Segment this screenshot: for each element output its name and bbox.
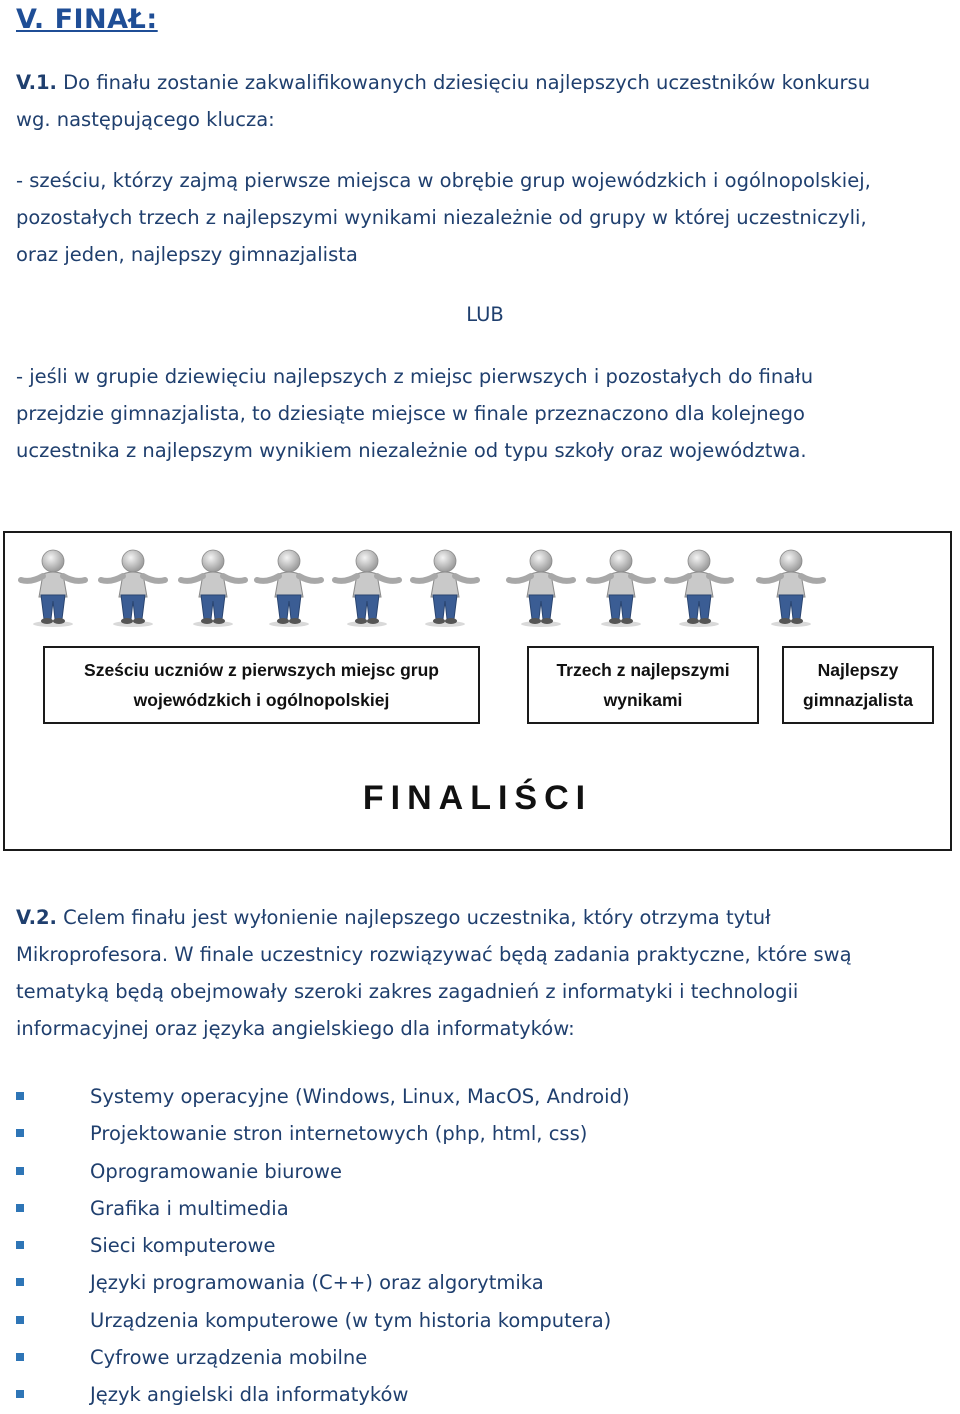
- category-2-line-1: Trzech z najlepszymi: [556, 660, 730, 680]
- option-1-paragraph: [16, 162, 955, 273]
- person-figure-icon: [331, 547, 403, 627]
- list-item: Grafika i multimedia: [16, 1190, 630, 1227]
- finalists-diagram: [3, 531, 952, 851]
- or-separator: LUB: [466, 303, 504, 326]
- option-1-line-3: oraz jeden, najlepszy gimnazjalista: [16, 243, 358, 266]
- v2-line-1: V.2. Celem finału jest wyłonienie najlepszego uczestnika, który otrzyma tytuł: [16, 906, 771, 929]
- option-1-line-2: pozostałych trzech z najlepszymi wynikami niezależnie od grupy w której uczestniczyli,: [16, 206, 867, 229]
- option-2-line-3: uczestnika z najlepszym wynikiem niezależnie od typu szkoły oraz województwa.: [16, 439, 807, 462]
- list-item: Oprogramowanie biurowe: [16, 1153, 630, 1190]
- v2-line-2: Mikroprofesora. W finale uczestnicy rozwiązywać będą zadania praktyczne, które swą: [16, 943, 852, 966]
- category-2-line-2: wynikami: [603, 690, 683, 710]
- category-3-line-1: Najlepszy: [817, 660, 899, 680]
- option-2-line-2: przejdzie gimnazjalista, to dziesiąte miejsce w finale przeznaczono dla kolejnego: [16, 402, 805, 425]
- category-box-top-scores: [527, 646, 759, 724]
- square-bullet-icon: [16, 1353, 24, 1361]
- person-figure-icon: [585, 547, 657, 627]
- option-2-line-1: - jeśli w grupie dziewięciu najlepszych z miejsc pierwszych i pozostałych do finału: [16, 365, 814, 388]
- square-bullet-icon: [16, 1278, 24, 1286]
- category-box-best-gymnasium: [782, 646, 934, 724]
- list-item: Cyfrowe urządzenia mobilne: [16, 1339, 630, 1376]
- v2-paragraph: [16, 899, 955, 1047]
- topics-list: [16, 1078, 630, 1414]
- v1-line-1: V.1. Do finału zostanie zakwalifikowanych dziesięciu najlepszych uczestników konkursu: [16, 71, 871, 94]
- category-3-line-2: gimnazjalista: [803, 690, 913, 710]
- square-bullet-icon: [16, 1092, 24, 1100]
- list-item: Sieci komputerowe: [16, 1227, 630, 1264]
- list-item: Projektowanie stron internetowych (php, html, css): [16, 1115, 630, 1152]
- square-bullet-icon: [16, 1390, 24, 1398]
- square-bullet-icon: [16, 1129, 24, 1137]
- person-figure-icon: [755, 547, 827, 627]
- finalists-label: FINALIŚCI: [362, 779, 593, 817]
- v1-label: V.1.: [16, 71, 57, 94]
- v2-line-4: informacyjnej oraz języka angielskiego dla informatyków:: [16, 1017, 575, 1040]
- person-figure-icon: [97, 547, 169, 627]
- v1-paragraph: [16, 64, 955, 138]
- list-item: Język angielski dla informatyków: [16, 1376, 630, 1413]
- person-figure-icon: [177, 547, 249, 627]
- category-1-line-1: Sześciu uczniów z pierwszych miejsc grup: [84, 660, 439, 680]
- square-bullet-icon: [16, 1241, 24, 1249]
- person-figure-icon: [253, 547, 325, 627]
- square-bullet-icon: [16, 1204, 24, 1212]
- person-figure-icon: [17, 547, 89, 627]
- list-item: Języki programowania (C++) oraz algorytmika: [16, 1264, 630, 1301]
- person-figure-icon: [663, 547, 735, 627]
- v2-label: V.2.: [16, 906, 57, 929]
- option-1-line-1: - sześciu, którzy zajmą pierwsze miejsca w obrębie grup wojewódzkich i ogólnopolskiej,: [16, 169, 871, 192]
- v1-line-2: wg. następującego klucza:: [16, 108, 275, 131]
- square-bullet-icon: [16, 1167, 24, 1175]
- v2-line-3: tematyką będą obejmowały szeroki zakres zagadnień z informatyki i technologii: [16, 980, 799, 1003]
- person-figure-icon: [409, 547, 481, 627]
- category-1-line-2: wojewódzkich i ogólnopolskiej: [133, 690, 390, 710]
- square-bullet-icon: [16, 1316, 24, 1324]
- person-figure-icon: [505, 547, 577, 627]
- section-heading: V. FINAŁ:: [16, 4, 158, 35]
- list-item: Systemy operacyjne (Windows, Linux, MacOS, Android): [16, 1078, 630, 1115]
- list-item: Urządzenia komputerowe (w tym historia komputera): [16, 1302, 630, 1339]
- category-box-first-places: [43, 646, 480, 724]
- option-2-paragraph: [16, 358, 955, 469]
